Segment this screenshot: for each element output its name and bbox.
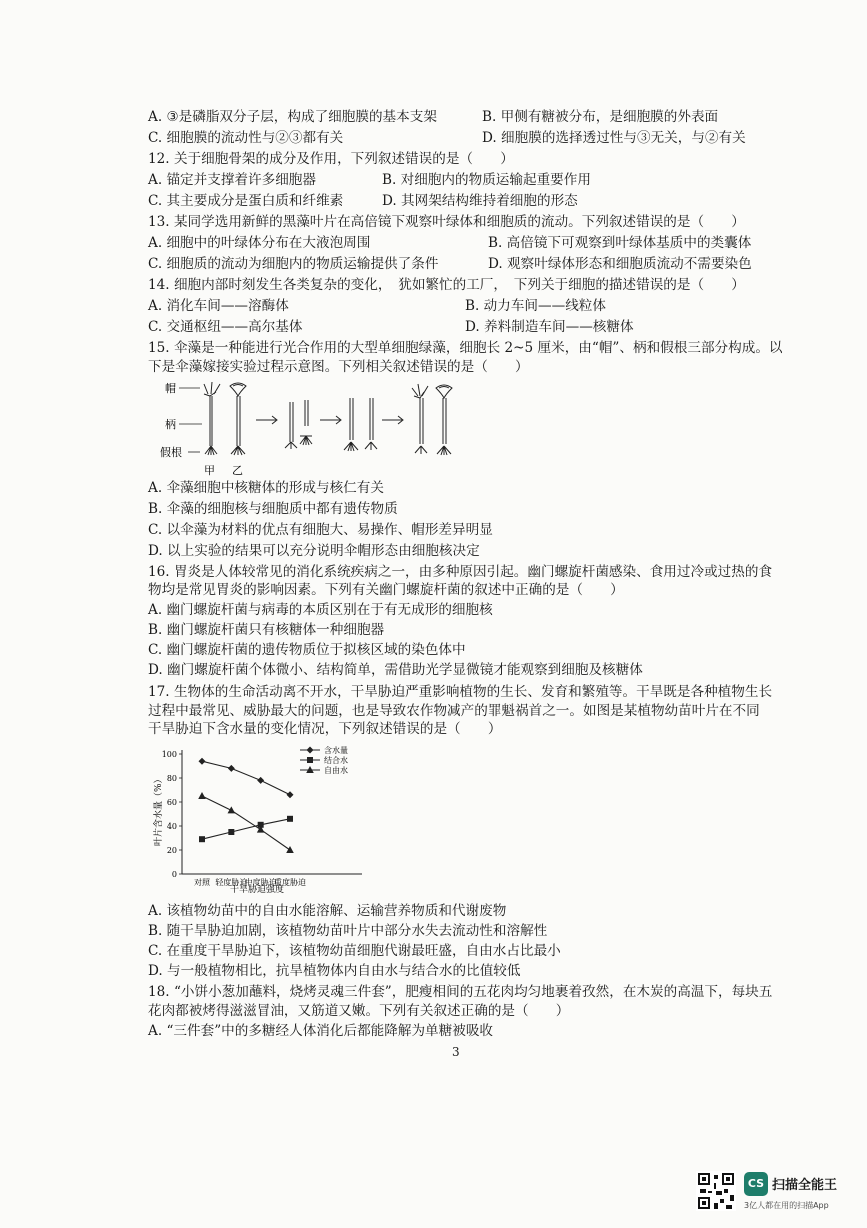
q16-stem-line1: 16. 胃炎是人体较常见的消化系统疾病之一，由多种原因引起。幽门螺旋杆菌感染、食用过冷或过热的食 <box>148 564 773 580</box>
y-tick-label: 60 <box>166 798 177 807</box>
plant-result-pair <box>412 384 452 455</box>
data-point <box>228 829 234 835</box>
x-tick-label: 对照 <box>194 878 210 887</box>
q13-option-c: C. 细胞质的流动为细胞内的物质运输提供了条件 <box>148 256 439 272</box>
data-point <box>307 757 313 763</box>
q15-option-a: A. 伞藻细胞中核糖体的形成与核仁有关 <box>148 480 384 496</box>
y-tick-label: 0 <box>171 870 177 879</box>
q17-option-a: A. 该植物幼苗中的自由水能溶解、运输营养物质和代谢废物 <box>148 903 507 919</box>
q12-option-d: D. 其网架结构维持着细胞的形态 <box>382 193 578 209</box>
page-number: 3 <box>452 1045 460 1059</box>
q11-option-b: B. 甲侧有糖被分布，是细胞膜的外表面 <box>482 109 719 125</box>
brand-tagline: 3亿人都在用的扫描App <box>744 1201 829 1210</box>
data-point <box>257 777 264 784</box>
q13-stem: 13. 某同学选用新鲜的黑藻叶片在高倍镜下观察叶绿体和细胞质的流动。下列叙述错误的是（ ） <box>148 214 745 230</box>
label-rhizoid: 假根 <box>160 446 182 459</box>
q15-option-b: B. 伞藻的细胞核与细胞质中都有遗传物质 <box>148 501 398 517</box>
q16-option-b: B. 幽门螺旋杆菌只有核糖体一种细胞器 <box>148 622 385 638</box>
q16-option-c: C. 幽门螺旋杆菌的遗传物质位于拟核区域的染色体中 <box>148 642 466 658</box>
series-line <box>202 761 290 795</box>
arrow-icon <box>320 416 341 424</box>
data-point <box>228 765 235 772</box>
data-point <box>287 816 293 822</box>
legend-label: 结合水 <box>324 756 348 765</box>
arrow-icon <box>382 416 403 424</box>
data-point <box>199 836 205 842</box>
plant-yi <box>230 383 246 455</box>
q14-option-b: B. 动力车间——线粒体 <box>465 298 606 314</box>
series-triangle <box>198 792 294 853</box>
q17-option-c: C. 在重度干旱胁迫下，该植物幼苗细胞代谢最旺盛，自由水占比最小 <box>148 943 561 959</box>
q11-option-d: D. 细胞膜的选择透过性与③无关，与②有关 <box>482 130 746 146</box>
x-axis-label: 干旱胁迫强度 <box>230 885 285 895</box>
y-tick-label: 20 <box>166 846 177 855</box>
q11-option-a: A. ③是磷脂双分子层，构成了细胞膜的基本支架 <box>148 109 437 125</box>
legend-item <box>300 745 348 755</box>
arrow-icon <box>256 416 277 424</box>
q15-stem-line2: 下是伞藻嫁接实验过程示意图。下列相关叙述错误的是（ ） <box>148 359 529 375</box>
label-yi: 乙 <box>232 464 243 476</box>
label-cap: 帽 <box>165 382 176 395</box>
qr-code-icon <box>696 1171 736 1211</box>
q18-stem-line1: 18. “小饼小葱加蘸料，烧烤灵魂三件套”，肥瘦相间的五花肉均匀地裹着孜然，在木炭的高温下，每块五 <box>148 984 773 1000</box>
q17-stem-line2: 过程中最常见、威胁最大的问题，也是导致农作物减产的罪魁祸首之一。如图是某植物幼苗叶片在不同 <box>148 703 760 719</box>
camscanner-logo: CS <box>744 1172 768 1196</box>
series-line <box>202 819 290 839</box>
q14-option-d: D. 养料制造车间——核糖体 <box>465 319 634 335</box>
q15-option-d: D. 以上实验的结果可以充分说明伞帽形态由细胞核决定 <box>148 543 480 559</box>
q12-option-a: A. 锚定并支撑着许多细胞器 <box>148 172 316 188</box>
q16-stem-line2: 物均是常见胃炎的影响因素。下列有关幽门螺旋杆菌的叙述中正确的是（ ） <box>148 582 624 598</box>
plant-jia <box>204 382 220 455</box>
legend-label: 含水量 <box>324 746 348 755</box>
series-line <box>202 796 290 850</box>
y-axis-label: 叶片含水量（%） <box>154 774 164 846</box>
q17-stem-line1: 17. 生物体的生命活动离不开水，干旱胁迫严重影响植物的生长、发育和繁殖等。干旱既是各种植物生长 <box>148 684 773 700</box>
q14-stem: 14. 细胞内部时刻发生各类复杂的变化， 犹如繁忙的工厂， 下列关于细胞的描述错误的是（ ） <box>148 277 745 293</box>
data-point <box>199 758 206 765</box>
data-point <box>287 791 294 798</box>
data-point <box>307 747 314 754</box>
y-ticks <box>162 750 182 879</box>
x-tick-label: 中度胁迫 <box>244 878 277 887</box>
data-point <box>286 846 294 853</box>
q12-option-b: B. 对细胞内的物质运输起重要作用 <box>382 172 591 188</box>
q15-stem-line1: 15. 伞藻是一种能进行光合作用的大型单细胞绿藻，细胞长 2~5 厘米，由“帽”、柄和假根三部分构成。以 <box>148 340 783 356</box>
plant-grafted-pair <box>344 398 377 451</box>
brand-name: 扫描全能王 <box>772 1178 838 1193</box>
label-jia: 甲 <box>204 464 215 476</box>
y-tick-label: 80 <box>166 774 177 783</box>
q18-option-a: A. “三件套”中的多糖经人体消化后都能降解为单糖被吸收 <box>148 1023 494 1039</box>
q13-option-d: D. 观察叶绿体形态和细胞质流动不需要染色 <box>488 256 752 272</box>
q17-stem-line3: 干旱胁迫下含水量的变化情况，下列叙述错误的是（ ） <box>148 721 502 737</box>
q12-stem: 12. 关于细胞骨架的成分及作用，下列叙述错误的是（ ） <box>148 151 514 167</box>
y-tick-label: 40 <box>166 822 177 831</box>
acetabularia-graft-diagram <box>160 380 480 476</box>
q16-option-a: A. 幽门螺旋杆菌与病毒的本质区别在于有无成形的细胞核 <box>148 602 493 618</box>
q16-option-d: D. 幽门螺旋杆菌个体微小、结构简单，需借助光学显微镜才能观察到细胞及核糖体 <box>148 662 643 678</box>
q13-option-a: A. 细胞中的叶绿体分布在大液泡周围 <box>148 235 371 251</box>
x-tick-label: 轻度胁迫 <box>215 878 248 887</box>
y-tick-label: 100 <box>161 750 177 759</box>
x-tick-label: 重度胁迫 <box>274 878 306 887</box>
series-diamond <box>199 758 294 799</box>
q17-option-d: D. 与一般植物相比，抗旱植物体内自由水与结合水的比值较低 <box>148 963 521 979</box>
q14-option-a: A. 消化车间——溶酶体 <box>148 298 289 314</box>
q12-option-c: C. 其主要成分是蛋白质和纤维素 <box>148 193 344 209</box>
data-point <box>228 806 236 813</box>
plant-cut-pair <box>285 400 312 449</box>
q11-option-c: C. 细胞膜的流动性与②③都有关 <box>148 130 344 146</box>
legend-label: 自由水 <box>324 766 348 775</box>
water-content-chart <box>140 742 380 898</box>
q14-option-c: C. 交通枢纽——高尔基体 <box>148 319 303 335</box>
chart-legend <box>300 745 348 775</box>
legend-item <box>300 765 348 775</box>
q15-option-c: C. 以伞藻为材料的优点有细胞大、易操作、帽形差异明显 <box>148 522 493 538</box>
data-point <box>198 792 206 799</box>
chart-series <box>198 758 294 853</box>
q17-option-b: B. 随干旱胁迫加剧，该植物幼苗叶片中部分水失去流动性和溶解性 <box>148 923 548 939</box>
q18-stem-line2: 花肉都被烤得滋滋冒油，又筋道又嫩。下列有关叙述正确的是（ ） <box>148 1003 570 1019</box>
legend-item <box>300 755 348 765</box>
label-stalk: 柄 <box>165 418 176 431</box>
q13-option-b: B. 高倍镜下可观察到叶绿体基质中的类囊体 <box>488 235 752 251</box>
